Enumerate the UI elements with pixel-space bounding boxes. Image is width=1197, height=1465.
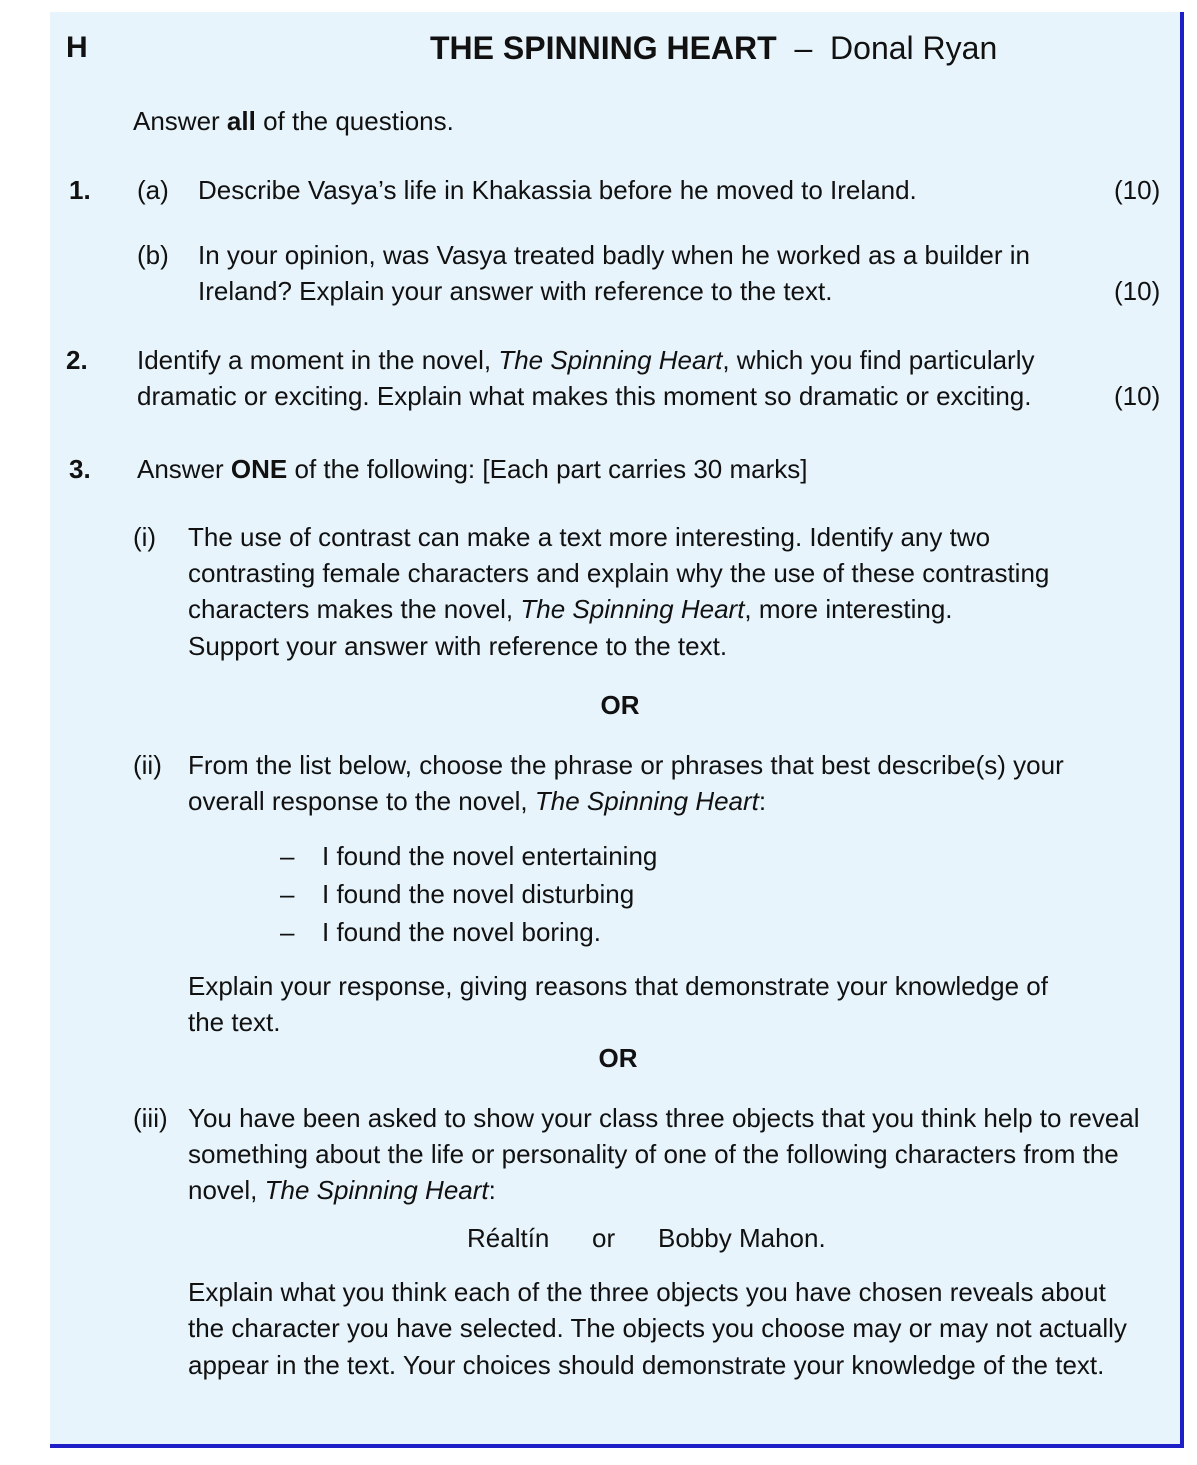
option-text: I found the novel disturbing [322, 879, 635, 909]
q3i-line3: characters makes the novel, The Spinning Heart, more interesting. [188, 594, 953, 624]
panel-right-border [1180, 12, 1184, 1448]
book-author: Donal Ryan [830, 30, 998, 66]
q1-number: 1. [69, 175, 91, 205]
instruction: Answer all of the questions. [133, 106, 454, 136]
q1b-line1: In your opinion, was Vasya treated badly when he worked as a builder in [198, 240, 1031, 270]
q3iii-line1: You have been asked to show your class three objects that you think help to reveal [188, 1103, 1140, 1133]
panel-bottom-border [50, 1444, 1184, 1448]
q3iii-explain1: Explain what you think each of the three objects you have chosen reveals about [188, 1277, 1106, 1307]
q1b-marks: (10) [1114, 276, 1161, 306]
option-text: I found the novel entertaining [322, 841, 658, 871]
q3i-line1: The use of contrast can make a text more interesting. Identify any two [188, 522, 991, 552]
title-dash: – [794, 30, 813, 66]
or-divider-2: OR [598, 1043, 638, 1073]
character-option-2: Bobby Mahon. [658, 1223, 826, 1253]
q3ii-label: (ii) [133, 750, 162, 780]
page-title [430, 30, 997, 66]
q1b-label: (b) [137, 240, 169, 270]
q3iii-line2: something about the life or personality of one of the following characters from the [188, 1139, 1119, 1169]
option-text: I found the novel boring. [322, 917, 601, 947]
q3-intro: Answer ONE of the following: [Each part carries 30 marks] [137, 454, 808, 484]
q3i-label: (i) [133, 522, 157, 552]
book-title: THE SPINNING HEART [430, 30, 777, 66]
q3iii-explain3: appear in the text. Your choices should demonstrate your knowledge of the text. [188, 1350, 1105, 1380]
q3ii-line2: overall response to the novel, The Spinning Heart: [188, 786, 767, 816]
section-letter: H [66, 31, 88, 64]
q2-line2: dramatic or exciting. Explain what makes this moment so dramatic or exciting. [137, 381, 1032, 411]
option-dash: – [280, 917, 295, 947]
q3iii-explain2: the character you have selected. The objects you choose may or may not actually [188, 1313, 1127, 1343]
character-option-1: Réaltín [467, 1223, 550, 1253]
q3iii-label: (iii) [133, 1103, 168, 1133]
q3i-line2: contrasting female characters and explain why the use of these contrasting [188, 558, 1050, 588]
q1a-text: Describe Vasya’s life in Khakassia before he moved to Ireland. [198, 175, 917, 205]
q3ii-explain1: Explain your response, giving reasons that demonstrate your knowledge of [188, 971, 1048, 1001]
q3ii-explain2: the text. [188, 1007, 281, 1037]
q2-marks: (10) [1114, 381, 1161, 411]
q3i-line4: Support your answer with reference to the text. [188, 631, 728, 661]
q3ii-line1: From the list below, choose the phrase or phrases that best describe(s) your [188, 750, 1064, 780]
q1b-line2: Ireland? Explain your answer with reference to the text. [198, 276, 833, 306]
q3iii-line3: novel, The Spinning Heart: [188, 1175, 496, 1205]
q3-number: 3. [69, 454, 91, 484]
q2-number: 2. [66, 345, 88, 375]
character-or: or [592, 1223, 616, 1253]
q2-line1: Identify a moment in the novel, The Spinning Heart, which you find particularly [137, 345, 1035, 375]
q1a-marks: (10) [1114, 175, 1161, 205]
or-divider-1: OR [600, 690, 640, 720]
q1a-label: (a) [137, 175, 169, 205]
option-dash: – [280, 841, 295, 871]
option-dash: – [280, 879, 295, 909]
